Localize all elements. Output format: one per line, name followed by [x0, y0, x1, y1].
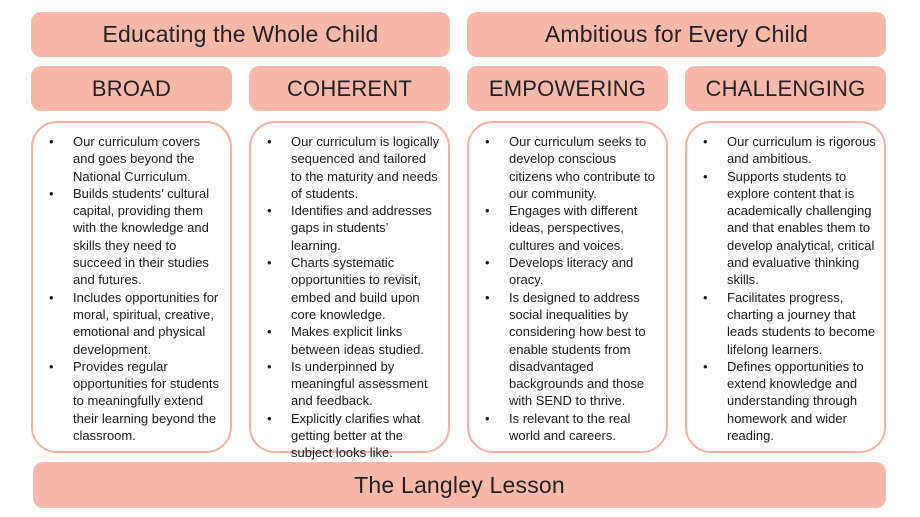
card-coherent: [249, 121, 450, 461]
bullet-icon: •: [703, 358, 708, 374]
bullet-icon: •: [485, 134, 490, 149]
card-challenging: [685, 121, 886, 453]
bullet-icon: •: [703, 289, 708, 305]
bullet-icon: •: [267, 410, 272, 426]
banner-langley-lesson: The Langley Lesson: [33, 462, 886, 508]
list-item: [259, 254, 440, 323]
banner-ambitious-every-child: Ambitious for Every Child: [467, 12, 886, 57]
list-item: [477, 133, 658, 202]
list-item: [695, 133, 876, 168]
card-broad: [31, 121, 232, 453]
banner-educating-whole-child: Educating the Whole Child: [31, 12, 450, 57]
list-item: [41, 133, 222, 185]
list-item: [259, 202, 440, 254]
bullet-icon: •: [267, 255, 272, 271]
list-item: [695, 358, 876, 444]
bullet-icon: •: [49, 358, 54, 374]
list-item: [695, 289, 876, 358]
point-text: Is designed to address social inequalities by considering how best to enable students from disadvantaged backgrounds and those with SEND to thrive.: [509, 289, 646, 409]
bullet-icon: •: [703, 134, 708, 149]
coherent-point-list: [259, 133, 440, 462]
point-text: Identifies and addresses gaps in students’ learning.: [291, 203, 432, 253]
point-text: Is relevant to the real world and careers.: [509, 410, 631, 444]
card-empowering: [467, 121, 668, 453]
bullet-icon: •: [267, 324, 272, 340]
list-item: [695, 168, 876, 289]
list-item: [41, 358, 222, 444]
bullet-icon: •: [49, 134, 54, 149]
point-text: Our curriculum is rigorous and ambitious.: [727, 134, 876, 167]
list-item: [41, 185, 222, 289]
bullet-icon: •: [267, 134, 272, 149]
bullet-icon: •: [703, 168, 708, 184]
heading-challenging: CHALLENGING: [685, 66, 886, 111]
bullet-icon: •: [485, 255, 490, 271]
point-text: Makes explicit links between ideas studied.: [291, 324, 424, 357]
point-text: Builds students’ cultural capital, providing them with the knowledge and skills they need to succeed in their studies and futures.: [73, 185, 210, 288]
point-text: Supports students to explore content that is academically challenging and that enables them to develop analytical, critical and evaluative thinking skills.: [727, 168, 875, 288]
bullet-icon: •: [49, 289, 54, 305]
point-text: Facilitates progress, charting a journey that leads students to become lifelong learners.: [727, 289, 876, 357]
bullet-icon: •: [49, 185, 54, 201]
list-item: [477, 202, 658, 254]
point-text: Develops literacy and oracy.: [509, 255, 634, 288]
list-item: [41, 289, 222, 358]
challenging-point-list: [695, 133, 876, 444]
heading-coherent: COHERENT: [249, 66, 450, 111]
list-item: [259, 410, 440, 462]
bullet-icon: •: [485, 289, 490, 305]
point-text: Charts systematic opportunities to revisit, embed and build upon core knowledge.: [291, 255, 422, 322]
broad-point-list: [41, 133, 222, 444]
list-item: [259, 323, 440, 358]
point-text: Our curriculum seeks to develop conscious citizens who contribute to our community.: [509, 134, 655, 201]
empowering-point-list: [477, 133, 658, 444]
point-text: Provides regular opportunities for students to meaningfully extend their learning beyond the classroom.: [73, 358, 219, 444]
heading-broad: BROAD: [31, 66, 232, 111]
point-text: Our curriculum covers and goes beyond the National Curriculum.: [73, 134, 201, 184]
list-item: [477, 254, 658, 289]
list-item: [477, 289, 658, 410]
bullet-icon: •: [485, 410, 490, 426]
point-text: Defines opportunities to extend knowledge and understanding through homework and wider reading.: [727, 358, 864, 444]
point-text: Engages with different ideas, perspectives, cultures and voices.: [509, 203, 638, 253]
bullet-icon: •: [267, 203, 272, 219]
point-text: Is underpinned by meaningful assessment and feedback.: [291, 358, 428, 409]
point-text: Explicitly clarifies what getting better at the subject looks like.: [291, 410, 421, 461]
list-item: [259, 358, 440, 410]
point-text: Includes opportunities for moral, spiritual, creative, emotional and physical development.: [73, 289, 219, 357]
heading-empowering: EMPOWERING: [467, 66, 668, 111]
bullet-icon: •: [485, 203, 490, 219]
list-item: [259, 133, 440, 202]
point-text: Our curriculum is logically sequenced and tailored to the maturity and needs of students.: [291, 134, 440, 201]
list-item: [477, 410, 658, 445]
bullet-icon: •: [267, 358, 272, 374]
